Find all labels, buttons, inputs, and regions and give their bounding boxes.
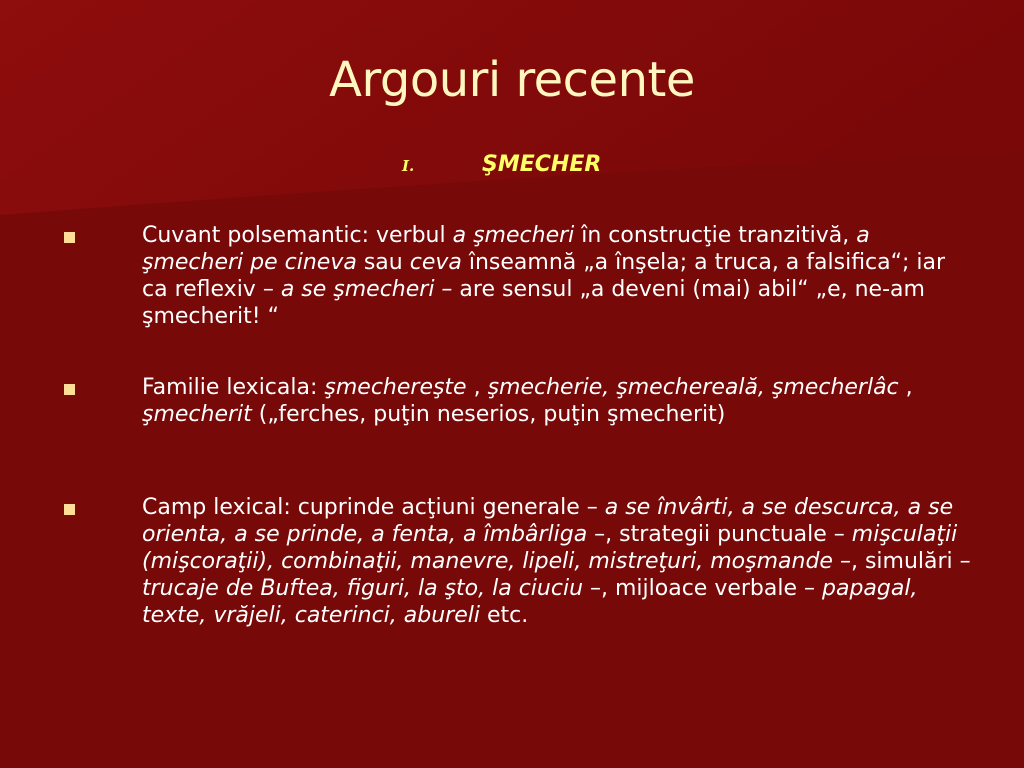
section-number: I. xyxy=(402,157,415,175)
text-segment: Familie lexicala: xyxy=(142,375,325,400)
text-segment: etc. xyxy=(479,603,529,628)
text-segment: , xyxy=(898,375,913,400)
text-segment: –, simulări – xyxy=(832,549,971,574)
italic-text-segment: trucaje de Buftea, figuri, la şto, la ciuciu xyxy=(142,576,584,601)
bullet-text xyxy=(142,222,972,330)
text-segment: Camp lexical: cuprinde acţiuni generale – xyxy=(142,495,605,520)
text-segment: („ferches, puţin neserios, puţin şmecherit) xyxy=(251,402,726,427)
text-segment: –, mijloace verbale – xyxy=(583,576,823,601)
section-heading xyxy=(402,152,601,177)
bullet-text xyxy=(142,374,972,428)
square-bullet-icon xyxy=(64,384,75,395)
italic-text-segment: ceva xyxy=(409,250,462,275)
text-segment: are sensul „a deveni (mai) abil“ „e, ne-am şmecherit! “ xyxy=(142,277,925,329)
italic-text-segment: papagal, texte, vrăjeli, caterinci, abureli xyxy=(142,576,918,628)
text-segment: –, strategii punctuale – xyxy=(587,522,852,547)
italic-text-segment: a se şmecheri – xyxy=(280,277,453,302)
italic-text-segment: a şmecheri pe cineva xyxy=(142,223,870,275)
text-segment: înseamnă „a înşela; a truca, a falsifica“; iar ca reflexiv – xyxy=(142,250,946,302)
page-title: Argouri recente xyxy=(329,52,695,108)
section-title: ŞMECHER xyxy=(482,152,602,177)
square-bullet-icon xyxy=(64,232,75,243)
italic-text-segment: a se învârti, a se descurca, a se orienta, a se prinde, a fenta, a îmbârliga xyxy=(142,495,954,547)
italic-text-segment: a şmecheri xyxy=(452,223,575,248)
bullet-text xyxy=(142,494,972,629)
text-segment: sau xyxy=(356,250,410,275)
square-bullet-icon xyxy=(64,504,75,515)
italic-text-segment: mişculaţii (mişcoraţii), combinaţii, manevre, lipeli, mistreţuri, moşmande xyxy=(142,522,958,574)
text-segment: , xyxy=(466,375,488,400)
text-segment: în construcţie tranzitivă, xyxy=(574,223,857,248)
italic-text-segment: şmecherit xyxy=(142,402,252,427)
italic-text-segment: şmecherie, şmechereală, şmecherlâc xyxy=(487,375,899,400)
italic-text-segment: şmechereşte xyxy=(324,375,467,400)
text-segment: Cuvant polsemantic: verbul xyxy=(142,223,453,248)
